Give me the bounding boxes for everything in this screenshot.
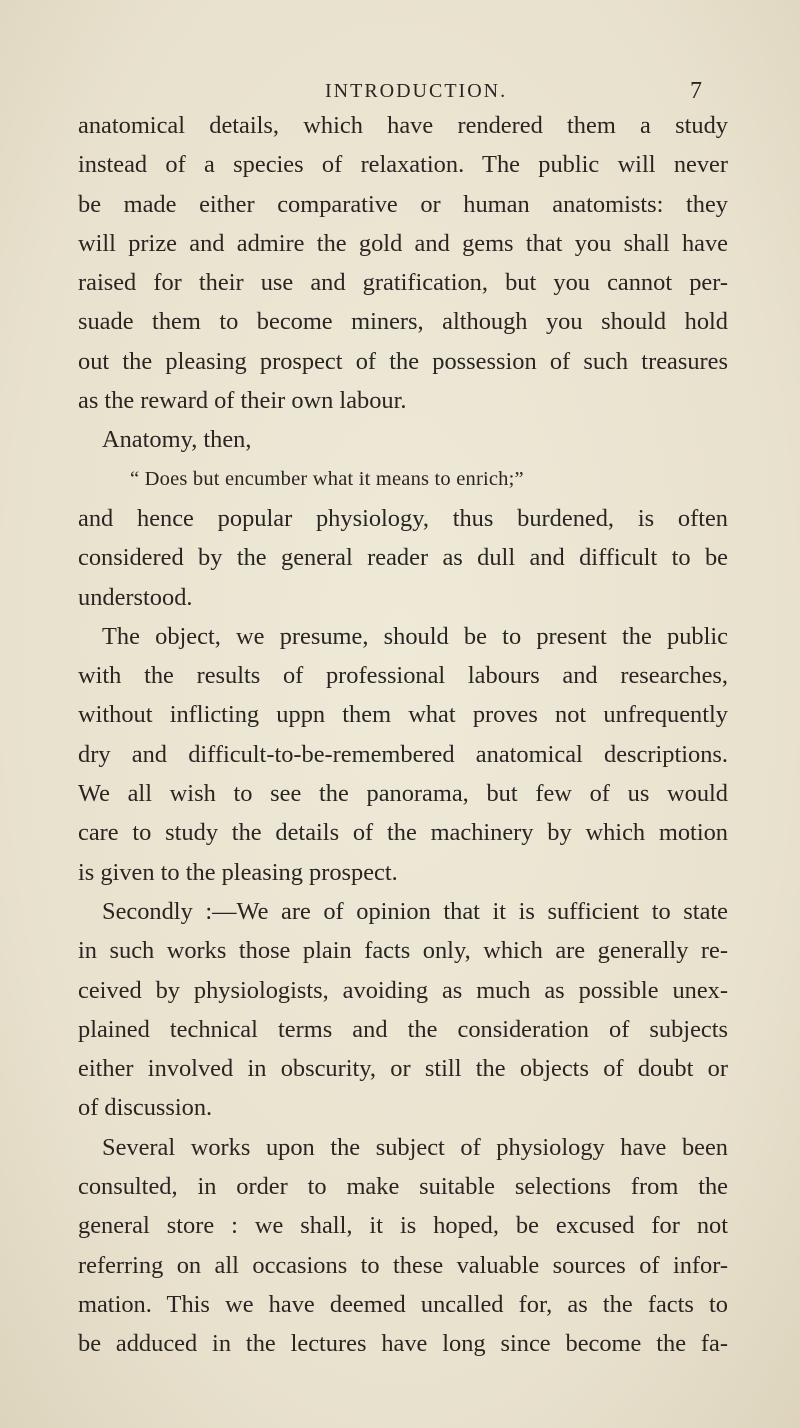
running-title: INTRODUCTION. bbox=[325, 80, 508, 102]
text-line: in such works those plain facts only, which are generally re- bbox=[78, 937, 728, 965]
text-line: either involved in obscurity, or still the objects of doubt or bbox=[78, 1055, 728, 1083]
body-text bbox=[78, 106, 728, 1364]
text-line: considered by the general reader as dull and difficult to be bbox=[78, 544, 728, 572]
text-line: plained technical terms and the consideration of subjects bbox=[78, 1015, 728, 1043]
text-line: instead of a species of relaxation. The public will never bbox=[78, 151, 728, 179]
text-line: We all wish to see the panorama, but few of us would bbox=[78, 780, 728, 808]
text-line: general store : we shall, it is hoped, be excused for not bbox=[78, 1212, 728, 1240]
text-line: care to study the details of the machinery by which motion bbox=[78, 819, 728, 847]
text-line: as the reward of their own labour. bbox=[78, 387, 407, 415]
text-line: anatomical details, which have rendered them a study bbox=[78, 112, 728, 139]
text-line: Secondly :—We are of opinion that it is sufficient to state bbox=[102, 897, 728, 925]
text-line: of discussion. bbox=[78, 1094, 213, 1122]
text-line: consulted, in order to make suitable selections from the bbox=[78, 1173, 728, 1201]
text-line: is given to the pleasing prospect. bbox=[78, 858, 398, 886]
text-line: with the results of professional labours and researches, bbox=[78, 662, 728, 690]
text-line: Anatomy, then, bbox=[102, 426, 252, 454]
text-line: be made either comparative or human anatomists: they bbox=[78, 190, 728, 218]
text-line: suade them to become miners, although you should hold bbox=[78, 308, 728, 336]
quotation-line: “ Does but encumber what it means to enrich;” bbox=[130, 467, 524, 490]
text-line: understood. bbox=[78, 583, 193, 611]
text-line: mation. This we have deemed uncalled for, as the facts to bbox=[78, 1290, 728, 1318]
text-line: The object, we presume, should be to present the public bbox=[102, 622, 728, 650]
text-line: Several works upon the subject of physiology have been bbox=[102, 1133, 728, 1161]
text-line: and hence popular physiology, thus burdened, is often bbox=[78, 504, 728, 532]
text-line: be adduced in the lectures have long since become the fa- bbox=[78, 1330, 728, 1358]
text-line: raised for their use and gratification, but you cannot per- bbox=[78, 269, 728, 297]
text-line: ceived by physiologists, avoiding as much as possible unex- bbox=[78, 976, 728, 1004]
text-line: out the pleasing prospect of the possession of such treasures bbox=[78, 347, 728, 375]
text-line: dry and difficult-to-be-remembered anatomical descriptions. bbox=[78, 740, 728, 768]
text-line: referring on all occasions to these valuable sources of infor- bbox=[78, 1251, 728, 1279]
page-number: 7 bbox=[690, 78, 702, 104]
text-line: without inflicting uppn them what proves not unfrequently bbox=[78, 701, 728, 729]
text-line: will prize and admire the gold and gems that you shall have bbox=[78, 229, 728, 257]
